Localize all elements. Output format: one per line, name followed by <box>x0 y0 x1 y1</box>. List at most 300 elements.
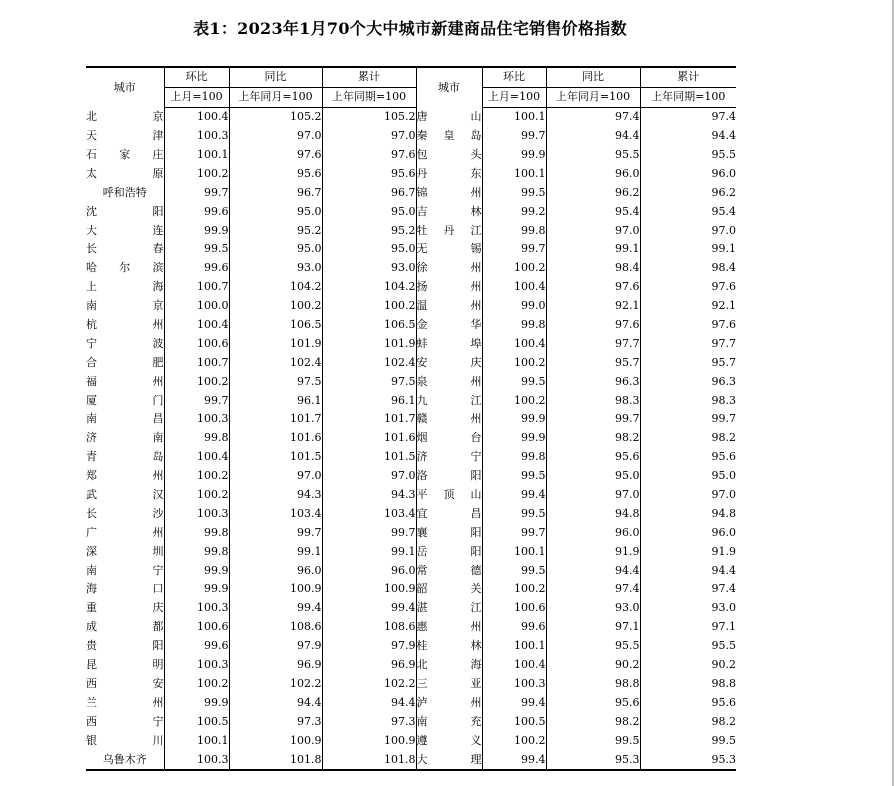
city-name-right: 蚌 埠 <box>416 334 482 353</box>
cum-value-right: 97.1 <box>640 618 736 637</box>
city-name-right: 常 德 <box>416 561 482 580</box>
header-cum-base-right: 上年同期=100 <box>640 87 736 107</box>
header-cum-right: 累计 <box>640 67 736 87</box>
table-row <box>86 618 736 637</box>
city-name-right: 韶 关 <box>416 580 482 599</box>
cum-value-left: 104.2 <box>322 278 416 297</box>
table-row <box>86 504 736 523</box>
mom-value-left: 99.6 <box>164 202 229 221</box>
cum-value-left: 108.6 <box>322 618 416 637</box>
table-row <box>86 391 736 410</box>
mom-value-right: 99.6 <box>482 618 546 637</box>
cum-value-left: 100.9 <box>322 580 416 599</box>
yoy-value-right: 95.6 <box>546 693 640 712</box>
table-row <box>86 467 736 486</box>
table-row <box>86 693 736 712</box>
mom-value-left: 99.7 <box>164 183 229 202</box>
city-name-left: 郑 州 <box>86 469 164 483</box>
cum-value-left: 101.9 <box>322 334 416 353</box>
yoy-value-left: 96.9 <box>229 656 322 675</box>
yoy-value-right: 90.2 <box>546 656 640 675</box>
city-name-left: 南 京 <box>86 299 164 313</box>
yoy-value-left: 97.6 <box>229 146 322 165</box>
city-name-left: 贵 阳 <box>86 639 164 653</box>
cum-value-right: 95.6 <box>640 693 736 712</box>
city-name-left: 武 汉 <box>86 488 164 502</box>
mom-value-right: 100.1 <box>482 542 546 561</box>
yoy-value-right: 97.6 <box>546 316 640 335</box>
yoy-value-left: 99.7 <box>229 523 322 542</box>
cum-value-right: 93.0 <box>640 599 736 618</box>
yoy-value-right: 99.5 <box>546 731 640 750</box>
cum-value-left: 95.6 <box>322 164 416 183</box>
city-name-right: 烟 台 <box>416 429 482 448</box>
mom-value-left: 100.4 <box>164 107 229 126</box>
city-name-left: 深 圳 <box>86 544 164 558</box>
table-body <box>86 107 736 770</box>
city-name-left: 北 京 <box>86 109 164 123</box>
header-mom-left: 环比 <box>164 67 229 87</box>
yoy-value-right: 94.4 <box>546 561 640 580</box>
cum-value-left: 103.4 <box>322 504 416 523</box>
mom-value-left: 100.4 <box>164 316 229 335</box>
cum-value-left: 101.5 <box>322 448 416 467</box>
cum-value-right: 99.1 <box>640 240 736 259</box>
price-index-table <box>86 66 736 771</box>
mom-value-left: 100.5 <box>164 712 229 731</box>
cum-value-right: 97.6 <box>640 316 736 335</box>
mom-value-right: 99.4 <box>482 693 546 712</box>
header-city-left: 城市 <box>86 67 164 107</box>
yoy-value-right: 98.4 <box>546 259 640 278</box>
mom-value-left: 99.9 <box>164 561 229 580</box>
cum-value-right: 90.2 <box>640 656 736 675</box>
yoy-value-right: 98.2 <box>546 712 640 731</box>
cum-value-left: 100.2 <box>322 297 416 316</box>
city-name-right: 洛 阳 <box>416 467 482 486</box>
cum-value-left: 101.7 <box>322 410 416 429</box>
city-name-left: 大 连 <box>86 223 164 237</box>
mom-value-right: 99.9 <box>482 429 546 448</box>
header-yoy-right: 同比 <box>546 67 640 87</box>
mom-value-right: 99.8 <box>482 448 546 467</box>
yoy-value-right: 94.8 <box>546 504 640 523</box>
city-name-left: 银 川 <box>86 733 164 747</box>
yoy-value-left: 102.2 <box>229 675 322 694</box>
city-name-left: 石家庄 <box>86 148 164 161</box>
cum-value-left: 97.6 <box>322 146 416 165</box>
cum-value-right: 97.6 <box>640 278 736 297</box>
mom-value-left: 100.7 <box>164 278 229 297</box>
mom-value-left: 99.5 <box>164 240 229 259</box>
header-city-right: 城市 <box>416 67 482 107</box>
cum-value-left: 97.9 <box>322 637 416 656</box>
cum-value-right: 97.7 <box>640 334 736 353</box>
city-name-left: 南 宁 <box>86 563 164 577</box>
table-row <box>86 202 736 221</box>
cum-value-left: 94.3 <box>322 486 416 505</box>
city-name-left: 厦 门 <box>86 393 164 407</box>
cum-value-right: 97.0 <box>640 221 736 240</box>
yoy-value-right: 98.8 <box>546 675 640 694</box>
city-name-right: 赣 州 <box>416 410 482 429</box>
cum-value-right: 94.4 <box>640 561 736 580</box>
city-name-left: 沈 阳 <box>86 204 164 218</box>
yoy-value-left: 94.4 <box>229 693 322 712</box>
table-row <box>86 372 736 391</box>
yoy-value-left: 99.4 <box>229 599 322 618</box>
mom-value-left: 100.2 <box>164 675 229 694</box>
cum-value-left: 96.1 <box>322 391 416 410</box>
mom-value-left: 100.6 <box>164 618 229 637</box>
mom-value-left: 100.4 <box>164 448 229 467</box>
cum-value-left: 94.4 <box>322 693 416 712</box>
table-row <box>86 656 736 675</box>
yoy-value-right: 97.4 <box>546 107 640 126</box>
yoy-value-right: 95.5 <box>546 146 640 165</box>
city-name-right: 唐 山 <box>416 107 482 126</box>
city-name-left: 昆 明 <box>86 658 164 672</box>
yoy-value-right: 97.1 <box>546 618 640 637</box>
mom-value-left: 100.0 <box>164 297 229 316</box>
mom-value-right: 100.4 <box>482 278 546 297</box>
yoy-value-left: 102.4 <box>229 353 322 372</box>
cum-value-right: 99.5 <box>640 731 736 750</box>
city-name-right: 惠 州 <box>416 618 482 637</box>
city-name-right: 湛 江 <box>416 599 482 618</box>
city-name-left: 重 庆 <box>86 601 164 615</box>
mom-value-right: 100.2 <box>482 391 546 410</box>
mom-value-right: 100.4 <box>482 656 546 675</box>
table-row <box>86 297 736 316</box>
yoy-value-left: 97.0 <box>229 127 322 146</box>
city-name-right: 济 宁 <box>416 448 482 467</box>
mom-value-left: 100.3 <box>164 504 229 523</box>
yoy-value-right: 95.3 <box>546 750 640 770</box>
mom-value-right: 99.5 <box>482 467 546 486</box>
cum-value-left: 95.0 <box>322 240 416 259</box>
cum-value-right: 96.3 <box>640 372 736 391</box>
yoy-value-right: 95.6 <box>546 448 640 467</box>
yoy-value-left: 97.9 <box>229 637 322 656</box>
city-name-right: 丹 东 <box>416 164 482 183</box>
table-row <box>86 429 736 448</box>
mom-value-right: 99.5 <box>482 561 546 580</box>
city-name-left: 哈尔滨 <box>86 261 164 275</box>
yoy-value-left: 108.6 <box>229 618 322 637</box>
yoy-value-right: 95.7 <box>546 353 640 372</box>
cum-value-left: 97.0 <box>322 467 416 486</box>
cum-value-left: 97.5 <box>322 372 416 391</box>
city-name-left: 福 州 <box>86 374 164 388</box>
cum-value-right: 95.7 <box>640 353 736 372</box>
cum-value-left: 105.2 <box>322 107 416 126</box>
city-name-right: 襄 阳 <box>416 523 482 542</box>
yoy-value-left: 100.2 <box>229 297 322 316</box>
city-name-left: 西 安 <box>86 676 164 690</box>
mom-value-left: 99.6 <box>164 259 229 278</box>
city-name-right: 平顶山 <box>416 486 482 505</box>
yoy-value-right: 93.0 <box>546 599 640 618</box>
table-row <box>86 486 736 505</box>
mom-value-left: 99.8 <box>164 523 229 542</box>
table-row <box>86 580 736 599</box>
cum-value-left: 96.0 <box>322 561 416 580</box>
table-row <box>86 750 736 770</box>
cum-value-right: 98.2 <box>640 429 736 448</box>
city-name-right: 牡丹江 <box>416 221 482 240</box>
city-name-left: 成 都 <box>86 620 164 634</box>
mom-value-left: 99.9 <box>164 580 229 599</box>
mom-value-right: 99.7 <box>482 127 546 146</box>
cum-value-right: 95.0 <box>640 467 736 486</box>
city-name-left: 兰 州 <box>86 695 164 709</box>
yoy-value-left: 101.6 <box>229 429 322 448</box>
mom-value-right: 99.9 <box>482 410 546 429</box>
city-name-right: 岳 阳 <box>416 542 482 561</box>
cum-value-right: 95.5 <box>640 146 736 165</box>
city-name-right: 徐 州 <box>416 259 482 278</box>
mom-value-right: 100.5 <box>482 712 546 731</box>
yoy-value-left: 103.4 <box>229 504 322 523</box>
yoy-value-right: 95.4 <box>546 202 640 221</box>
cum-value-right: 94.8 <box>640 504 736 523</box>
header-cum-left: 累计 <box>322 67 416 87</box>
cum-value-left: 95.2 <box>322 221 416 240</box>
cum-value-right: 92.1 <box>640 297 736 316</box>
header-yoy-base-right: 上年同月=100 <box>546 87 640 107</box>
mom-value-right: 99.4 <box>482 486 546 505</box>
mom-value-left: 100.1 <box>164 146 229 165</box>
table-row <box>86 240 736 259</box>
mom-value-right: 100.6 <box>482 599 546 618</box>
yoy-value-left: 97.3 <box>229 712 322 731</box>
table-row <box>86 731 736 750</box>
table-row <box>86 542 736 561</box>
cum-value-right: 97.4 <box>640 580 736 599</box>
city-name-right: 三 亚 <box>416 675 482 694</box>
cum-value-right: 95.5 <box>640 637 736 656</box>
mom-value-right: 100.4 <box>482 334 546 353</box>
yoy-value-right: 95.5 <box>546 637 640 656</box>
table-row <box>86 410 736 429</box>
mom-value-left: 100.3 <box>164 410 229 429</box>
cum-value-left: 97.3 <box>322 712 416 731</box>
mom-value-left: 100.2 <box>164 372 229 391</box>
cum-value-left: 106.5 <box>322 316 416 335</box>
mom-value-right: 100.2 <box>482 259 546 278</box>
yoy-value-left: 96.0 <box>229 561 322 580</box>
city-name-right: 秦皇岛 <box>416 127 482 146</box>
yoy-value-left: 101.8 <box>229 750 322 770</box>
mom-value-left: 99.7 <box>164 391 229 410</box>
city-name-right: 吉 林 <box>416 202 482 221</box>
city-name-right: 南 充 <box>416 712 482 731</box>
table-row <box>86 127 736 146</box>
cum-value-left: 102.2 <box>322 675 416 694</box>
yoy-value-left: 101.9 <box>229 334 322 353</box>
mom-value-right: 100.2 <box>482 731 546 750</box>
mom-value-right: 99.4 <box>482 750 546 770</box>
city-name-right: 遵 义 <box>416 731 482 750</box>
city-name-left: 上 海 <box>86 280 164 294</box>
table-row <box>86 448 736 467</box>
cum-value-right: 94.4 <box>640 127 736 146</box>
table-row <box>86 164 736 183</box>
yoy-value-right: 99.7 <box>546 410 640 429</box>
city-name-right: 扬 州 <box>416 278 482 297</box>
mom-value-right: 99.8 <box>482 221 546 240</box>
yoy-value-right: 92.1 <box>546 297 640 316</box>
cum-value-right: 98.3 <box>640 391 736 410</box>
header-mom-base-right: 上月=100 <box>482 87 546 107</box>
mom-value-right: 99.5 <box>482 183 546 202</box>
table-row <box>86 278 736 297</box>
mom-value-left: 100.3 <box>164 750 229 770</box>
header-mom-right: 环比 <box>482 67 546 87</box>
mom-value-right: 100.1 <box>482 107 546 126</box>
table-row <box>86 523 736 542</box>
yoy-value-left: 106.5 <box>229 316 322 335</box>
cum-value-left: 96.7 <box>322 183 416 202</box>
city-name-left: 天 津 <box>86 129 164 143</box>
city-name-left: 长 春 <box>86 242 164 256</box>
mom-value-right: 99.7 <box>482 523 546 542</box>
yoy-value-left: 104.2 <box>229 278 322 297</box>
mom-value-left: 99.8 <box>164 429 229 448</box>
cum-value-right: 96.0 <box>640 164 736 183</box>
mom-value-left: 100.6 <box>164 334 229 353</box>
table-row <box>86 221 736 240</box>
city-name-left: 济 南 <box>86 431 164 445</box>
yoy-value-left: 97.0 <box>229 467 322 486</box>
table-row <box>86 712 736 731</box>
city-name-right: 桂 林 <box>416 637 482 656</box>
yoy-value-left: 95.2 <box>229 221 322 240</box>
mom-value-right: 99.7 <box>482 240 546 259</box>
city-name-right: 安 庆 <box>416 353 482 372</box>
header-yoy-base-left: 上年同月=100 <box>229 87 322 107</box>
city-name-left: 宁 波 <box>86 336 164 350</box>
mom-value-left: 100.2 <box>164 486 229 505</box>
yoy-value-right: 98.3 <box>546 391 640 410</box>
header-mom-base-left: 上月=100 <box>164 87 229 107</box>
mom-value-left: 100.2 <box>164 467 229 486</box>
yoy-value-right: 98.2 <box>546 429 640 448</box>
cum-value-left: 93.0 <box>322 259 416 278</box>
mom-value-right: 99.5 <box>482 372 546 391</box>
city-name-right: 包 头 <box>416 146 482 165</box>
yoy-value-right: 96.0 <box>546 164 640 183</box>
mom-value-left: 100.3 <box>164 599 229 618</box>
cum-value-left: 99.1 <box>322 542 416 561</box>
city-name-right: 泉 州 <box>416 372 482 391</box>
city-name-right: 温 州 <box>416 297 482 316</box>
table-row <box>86 675 736 694</box>
yoy-value-right: 99.1 <box>546 240 640 259</box>
yoy-value-left: 96.1 <box>229 391 322 410</box>
cum-value-right: 99.7 <box>640 410 736 429</box>
yoy-value-left: 99.1 <box>229 542 322 561</box>
mom-value-right: 99.9 <box>482 146 546 165</box>
cum-value-right: 98.8 <box>640 675 736 694</box>
city-name-left: 南 昌 <box>86 412 164 426</box>
cum-value-right: 96.0 <box>640 523 736 542</box>
cum-value-left: 102.4 <box>322 353 416 372</box>
yoy-value-right: 97.4 <box>546 580 640 599</box>
table-row <box>86 146 736 165</box>
mom-value-left: 100.7 <box>164 353 229 372</box>
yoy-value-left: 95.0 <box>229 202 322 221</box>
cum-value-left: 95.0 <box>322 202 416 221</box>
mom-value-left: 100.3 <box>164 656 229 675</box>
yoy-value-right: 94.4 <box>546 127 640 146</box>
city-name-left: 杭 州 <box>86 318 164 332</box>
yoy-value-left: 101.7 <box>229 410 322 429</box>
yoy-value-right: 96.3 <box>546 372 640 391</box>
cum-value-left: 99.4 <box>322 599 416 618</box>
cum-value-left: 101.6 <box>322 429 416 448</box>
mom-value-left: 99.9 <box>164 693 229 712</box>
yoy-value-right: 91.9 <box>546 542 640 561</box>
city-name-right: 大 理 <box>416 750 482 770</box>
table-row <box>86 316 736 335</box>
city-name-left: 长 沙 <box>86 506 164 520</box>
yoy-value-left: 100.9 <box>229 580 322 599</box>
mom-value-left: 100.2 <box>164 164 229 183</box>
mom-value-right: 100.1 <box>482 637 546 656</box>
cum-value-right: 96.2 <box>640 183 736 202</box>
yoy-value-right: 96.2 <box>546 183 640 202</box>
cum-value-left: 101.8 <box>322 750 416 770</box>
city-name-right: 锦 州 <box>416 183 482 202</box>
yoy-value-left: 101.5 <box>229 448 322 467</box>
yoy-value-left: 93.0 <box>229 259 322 278</box>
yoy-value-left: 100.9 <box>229 731 322 750</box>
cum-value-right: 98.4 <box>640 259 736 278</box>
cum-value-right: 97.4 <box>640 107 736 126</box>
table-row <box>86 334 736 353</box>
page-title: 表1：2023年1月70个大中城市新建商品住宅销售价格指数 <box>193 19 627 38</box>
city-name-left: 太 原 <box>86 166 164 180</box>
city-name-left: 呼和浩特 <box>102 185 147 199</box>
city-name-right: 无 锡 <box>416 240 482 259</box>
city-name-right: 宜 昌 <box>416 504 482 523</box>
mom-value-left: 100.1 <box>164 731 229 750</box>
mom-value-right: 99.2 <box>482 202 546 221</box>
cum-value-left: 99.7 <box>322 523 416 542</box>
mom-value-left: 99.8 <box>164 542 229 561</box>
table-row <box>86 561 736 580</box>
mom-value-right: 99.8 <box>482 316 546 335</box>
mom-value-right: 100.2 <box>482 580 546 599</box>
mom-value-left: 100.3 <box>164 127 229 146</box>
city-name-right: 泸 州 <box>416 693 482 712</box>
city-name-left: 乌鲁木齐 <box>86 750 164 770</box>
city-name-left: 西 宁 <box>86 714 164 728</box>
city-name-right: 北 海 <box>416 656 482 675</box>
mom-value-right: 99.5 <box>482 504 546 523</box>
city-name-left: 海 口 <box>86 582 164 596</box>
yoy-value-right: 97.0 <box>546 221 640 240</box>
yoy-value-left: 96.7 <box>229 183 322 202</box>
table-row <box>86 183 736 202</box>
city-name-left: 广 州 <box>86 525 164 539</box>
cum-value-left: 96.9 <box>322 656 416 675</box>
city-name-right: 九 江 <box>416 391 482 410</box>
city-name-left: 青 岛 <box>86 450 164 464</box>
cum-value-right: 95.4 <box>640 202 736 221</box>
